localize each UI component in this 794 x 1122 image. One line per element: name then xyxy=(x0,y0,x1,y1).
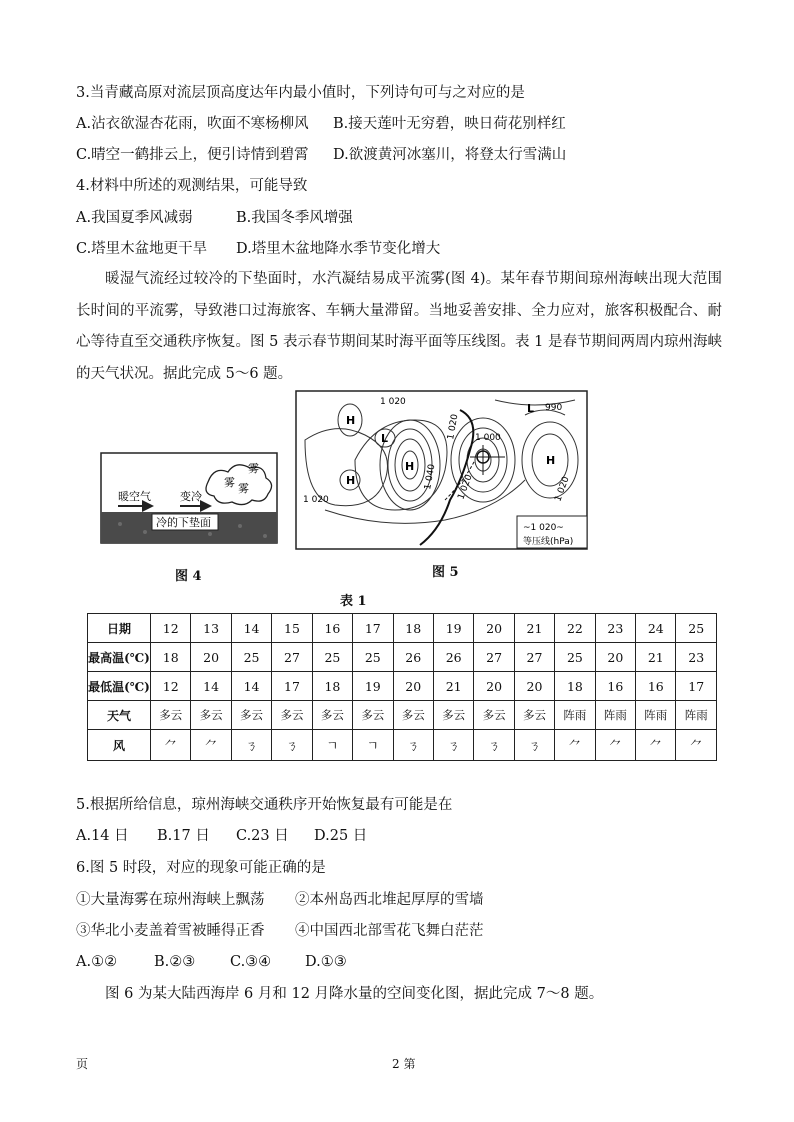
table-cell-date: 25 xyxy=(676,614,717,643)
table-cell-max-temp: 27 xyxy=(514,643,554,672)
table-cell-weather: 阵雨 xyxy=(555,701,595,730)
table-cell-wind: ㄋ xyxy=(433,730,473,761)
q6-stem: 6.图 5 时段，对应的现象可能正确的是 xyxy=(76,860,326,876)
q4-option-c: C.塔里木盆地更干旱 xyxy=(76,241,208,257)
passage-text: 暖湿气流经过较冷的下垫面时，水汽凝结易成平流雾(图 4)。某年春节期间琼州海峡出现大范围长时间的平流雾，导致港口过海旅客、车辆大量滞留。当地妥善安排、全力应对，旅客积极配合、耐心等待直至交通秩序恢复。图 5 表示春节期间某时海平面等压线图。表 1 是春节期间两周内琼州海峡的天气状况。据此完成 5～6 题。 xyxy=(76,271,722,382)
table-cell-max-temp: 25 xyxy=(353,643,393,672)
q3-option-b: B.接天莲叶无穷碧，映日荷花别样红 xyxy=(333,116,566,132)
footer-left: 页 xyxy=(76,1057,89,1071)
intro-questions-7-8: 图 6 为某大陆西海岸 6 月和 12 月降水量的空间变化图，据此完成 7～8 题。 xyxy=(105,986,604,1002)
table-cell-weather: 多云 xyxy=(474,701,514,730)
table-cell-max-temp: 18 xyxy=(151,643,191,672)
q6-statement-3: ③华北小麦盖着雪被睡得正香 xyxy=(76,923,265,939)
legend-value: ~1 020~ xyxy=(523,523,564,533)
high-pressure-mark: H xyxy=(405,460,415,473)
table-cell-min-temp: 17 xyxy=(676,672,717,701)
table-cell-max-temp: 23 xyxy=(676,643,717,672)
high-pressure-mark: H xyxy=(546,454,556,467)
table-cell-date: 17 xyxy=(353,614,393,643)
isobar-label: 1 020 xyxy=(553,475,572,504)
q3-option-d: D.欲渡黄河冰塞川，将登太行雪满山 xyxy=(333,147,567,163)
cold-surface-label: 冷的下垫面 xyxy=(156,516,211,529)
q6-option-b: B.②③ xyxy=(154,954,196,970)
table-cell-min-temp: 20 xyxy=(393,672,433,701)
q3-stem: 3.当青藏高原对流层顶高度达年内最小值时，下列诗句可与之对应的是 xyxy=(76,85,525,101)
q5-option-d: D.25 日 xyxy=(314,828,368,844)
row-label-wind: 风 xyxy=(88,730,151,761)
table-row-weather xyxy=(88,701,717,730)
isobar-label: 1 020 xyxy=(303,495,329,505)
table-cell-min-temp: 16 xyxy=(595,672,635,701)
table-cell-max-temp: 20 xyxy=(191,643,231,672)
table-cell-weather: 阵雨 xyxy=(595,701,635,730)
q4-stem: 4.材料中所述的观测结果，可能导致 xyxy=(76,178,308,194)
isobar-label: 1 040 xyxy=(423,463,438,491)
table-cell-weather: 多云 xyxy=(433,701,473,730)
table-cell-min-temp: 21 xyxy=(433,672,473,701)
table-cell-date: 21 xyxy=(514,614,554,643)
table-cell-date: 14 xyxy=(231,614,271,643)
table-cell-max-temp: 25 xyxy=(312,643,352,672)
table-row-wind xyxy=(88,730,717,761)
table-cell-date: 19 xyxy=(433,614,473,643)
table-cell-wind: ⺈ xyxy=(676,730,717,761)
table-cell-date: 24 xyxy=(636,614,676,643)
table-cell-wind: ㄋ xyxy=(514,730,554,761)
isobar-label: 1 020 xyxy=(380,397,406,407)
high-pressure-mark: H xyxy=(346,414,356,427)
table-cell-weather: 多云 xyxy=(272,701,312,730)
table-row-date xyxy=(88,614,717,643)
q6-statement-1: ①大量海雾在琼州海峡上飘荡 xyxy=(76,892,265,908)
table-cell-wind: ⺈ xyxy=(151,730,191,761)
isobar-label: 1 020 xyxy=(446,413,461,441)
fog-label: 雾 xyxy=(224,476,235,489)
table-cell-max-temp: 27 xyxy=(272,643,312,672)
table-cell-max-temp: 27 xyxy=(474,643,514,672)
table-cell-wind: ㄱ xyxy=(312,730,352,761)
table-cell-max-temp: 25 xyxy=(231,643,271,672)
fog-label: 雾 xyxy=(238,482,249,495)
isobar-label: 1 000 xyxy=(475,433,501,443)
table-cell-weather: 阵雨 xyxy=(676,701,717,730)
table-cell-min-temp: 12 xyxy=(151,672,191,701)
table-cell-max-temp: 26 xyxy=(433,643,473,672)
q4-option-d: D.塔里木盆地降水季节变化增大 xyxy=(236,241,441,257)
table-cell-date: 18 xyxy=(393,614,433,643)
row-label-date: 日期 xyxy=(88,614,151,643)
q6-statement-2: ②本州岛西北堆起厚厚的雪墙 xyxy=(295,892,484,908)
table-cell-min-temp: 18 xyxy=(312,672,352,701)
footer-page-number: 2 第 xyxy=(392,1057,416,1071)
table-cell-min-temp: 17 xyxy=(272,672,312,701)
q6-option-d: D.①③ xyxy=(305,954,347,970)
row-label-min-temp: 最低温(℃) xyxy=(88,672,151,701)
table-cell-min-temp: 16 xyxy=(636,672,676,701)
table-cell-weather: 多云 xyxy=(231,701,271,730)
legend-text: 等压线(hPa) xyxy=(523,537,574,547)
figure-4-diagram xyxy=(100,452,278,544)
table-cell-min-temp: 18 xyxy=(555,672,595,701)
q6-statement-4: ④中国西北部雪花飞舞白茫茫 xyxy=(295,923,484,939)
table-cell-min-temp: 19 xyxy=(353,672,393,701)
table-cell-date: 23 xyxy=(595,614,635,643)
table-1-caption: 表 1 xyxy=(340,594,367,609)
q5-option-b: B.17 日 xyxy=(157,828,210,844)
table-cell-weather: 多云 xyxy=(353,701,393,730)
table-cell-weather: 多云 xyxy=(393,701,433,730)
table-cell-wind: ⺈ xyxy=(595,730,635,761)
table-cell-max-temp: 21 xyxy=(636,643,676,672)
table-cell-max-temp: 25 xyxy=(555,643,595,672)
q4-option-a: A.我国夏季风减弱 xyxy=(76,210,193,226)
table-cell-min-temp: 20 xyxy=(514,672,554,701)
q6-option-a: A.①② xyxy=(76,954,118,970)
table-cell-min-temp: 14 xyxy=(191,672,231,701)
low-pressure-mark: L xyxy=(527,402,535,415)
table-cell-wind: ㄋ xyxy=(231,730,271,761)
table-row-max-temp xyxy=(88,643,717,672)
q3-option-c: C.晴空一鹤排云上，便引诗情到碧霄 xyxy=(76,147,309,163)
table-cell-date: 12 xyxy=(151,614,191,643)
q3-option-a: A.沾衣欲湿杏花雨，吹面不寒杨柳风 xyxy=(76,116,309,132)
isobar-label: 990 xyxy=(545,403,563,413)
table-cell-max-temp: 20 xyxy=(595,643,635,672)
table-cell-weather: 多云 xyxy=(514,701,554,730)
table-cell-weather: 阵雨 xyxy=(636,701,676,730)
table-cell-date: 13 xyxy=(191,614,231,643)
table-cell-wind: ⺈ xyxy=(636,730,676,761)
q5-option-a: A.14 日 xyxy=(76,828,129,844)
figure-5-isobar-map xyxy=(295,390,588,550)
table-cell-date: 15 xyxy=(272,614,312,643)
q4-option-b: B.我国冬季风增强 xyxy=(236,210,353,226)
isobar-label: 1 020 xyxy=(456,473,475,502)
table-row-min-temp xyxy=(88,672,717,701)
q5-stem: 5.根据所给信息，琼州海峡交通秩序开始恢复最有可能是在 xyxy=(76,797,453,813)
table-cell-date: 20 xyxy=(474,614,514,643)
low-pressure-mark: L xyxy=(381,432,389,445)
q6-option-c: C.③④ xyxy=(230,954,272,970)
table-cell-min-temp: 20 xyxy=(474,672,514,701)
table-cell-wind: ㄋ xyxy=(474,730,514,761)
table-cell-min-temp: 14 xyxy=(231,672,271,701)
table-cell-date: 22 xyxy=(555,614,595,643)
table-cell-wind: ⺈ xyxy=(555,730,595,761)
table-cell-weather: 多云 xyxy=(151,701,191,730)
row-label-weather: 天气 xyxy=(88,701,151,730)
table-cell-weather: 多云 xyxy=(312,701,352,730)
table-cell-weather: 多云 xyxy=(191,701,231,730)
weather-table xyxy=(87,613,717,761)
table-cell-wind: ㄋ xyxy=(393,730,433,761)
row-label-max-temp: 最高温(℃) xyxy=(88,643,151,672)
figure-5-caption: 图 5 xyxy=(432,565,459,580)
table-cell-date: 16 xyxy=(312,614,352,643)
table-cell-wind: ⺈ xyxy=(191,730,231,761)
table-cell-wind: ㄱ xyxy=(353,730,393,761)
q5-option-c: C.23 日 xyxy=(236,828,289,844)
figure-4-caption: 图 4 xyxy=(175,569,202,584)
cooling-label: 变冷 xyxy=(180,490,202,503)
table-cell-max-temp: 26 xyxy=(393,643,433,672)
table-cell-wind: ㄋ xyxy=(272,730,312,761)
fog-label: 雾 xyxy=(248,462,259,475)
warm-air-label: 暖空气 xyxy=(118,490,151,503)
high-pressure-mark: H xyxy=(346,474,356,487)
